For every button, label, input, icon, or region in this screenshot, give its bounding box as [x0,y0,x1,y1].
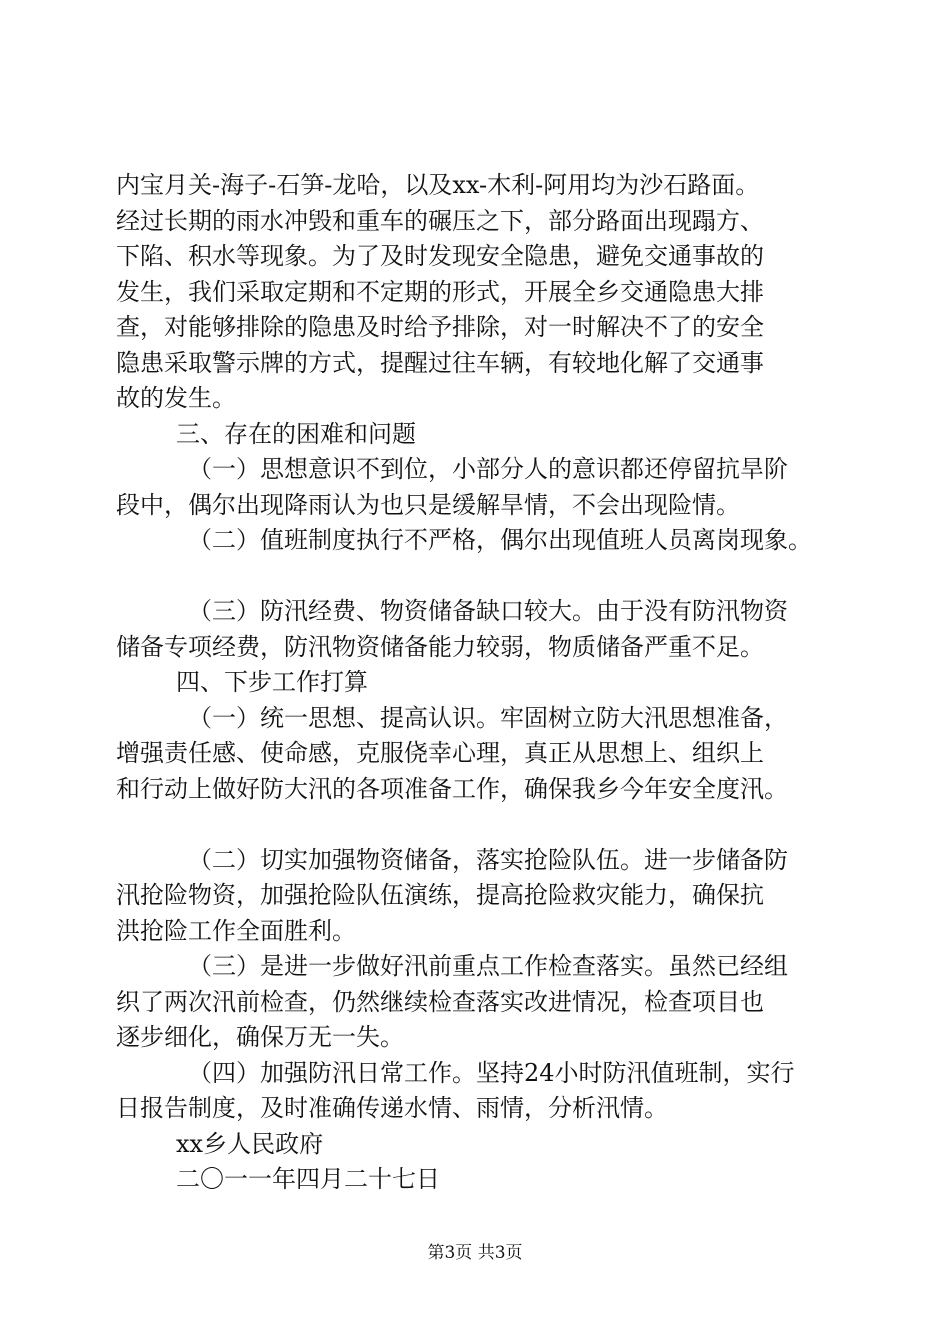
body-line: 内宝月关-海子-石笋-龙哈，以及xx-木利-阿用均为沙石路面。 [116,171,760,199]
body-line: （三）防汛经费、物资储备缺口较大。由于没有防汛物资 [188,597,788,625]
body-line: 洪抢险工作全面胜利。 [116,916,356,945]
section-heading: 四、下步工作打算 [176,668,368,696]
body-line: 下陷、积水等现象。为了及时发现安全隐患，避免交通事故的 [116,242,764,270]
body-line: （一）思想意识不到位，小部分人的意识都还停留抗旱阶 [188,455,788,483]
body-line: 增强责任感、使命感，克服侥幸心理，真正从思想上、组织上 [116,739,764,767]
body-line: 织了两次汛前检查，仍然继续检查落实改进情况，检查项目也 [116,987,764,1016]
body-line: 查，对能够排除的隐患及时给予排除，对一时解决不了的安全 [116,313,764,341]
body-line: 经过长期的雨水冲毁和重车的碾压之下，部分路面出现蹋方、 [116,206,764,235]
body-line: （四）加强防汛日常工作。坚持24小时防汛值班制，实行 [188,1058,795,1087]
section-heading: 三、存在的困难和问题 [176,419,416,448]
body-line: （二）切实加强物资储备，落实抢险队伍。进一步储备防 [188,845,788,874]
paragraph-gap [116,559,856,595]
body-line: 汛抢险物资，加强抢险队伍演练，提高抢险救灾能力，确保抗 [116,881,764,909]
page-footer [0,1242,950,1264]
body-line: （三）是进一步做好汛前重点工作检查落实。虽然已经组 [188,952,788,980]
body-line: 逐步细化，确保万无一失。 [116,1023,404,1051]
page-number: 第3页 共3页 [427,1243,523,1263]
signature-date: 二〇一一年四月二十七日 [176,1165,440,1193]
signature-organization: xx乡人民政府 [176,1129,324,1158]
body-line: 段中，偶尔出现降雨认为也只是缓解旱情，不会出现险情。 [116,490,740,519]
body-line: 发生，我们采取定期和不定期的形式，开展全乡交通隐患大排 [116,277,764,306]
body-line: （一）统一思想、提高认识。牢固树立防大汛思想准备， [188,703,788,732]
body-line: 故的发生。 [116,384,236,412]
paragraph-gap [116,807,856,843]
document-body [116,168,856,1198]
body-line: 日报告制度，及时准确传递水情、雨情，分析汛情。 [116,1094,668,1122]
body-line: 隐患采取警示牌的方式，提醒过往车辆，有较地化解了交通事 [116,348,764,377]
body-line: 储备专项经费，防汛物资储备能力较弱，物质储备严重不足。 [116,632,764,661]
body-line: 和行动上做好防大汛的各项准备工作，确保我乡今年安全度汛。 [116,774,788,803]
body-line: （二）值班制度执行不严格，偶尔出现值班人员离岗现象。 [188,526,812,554]
